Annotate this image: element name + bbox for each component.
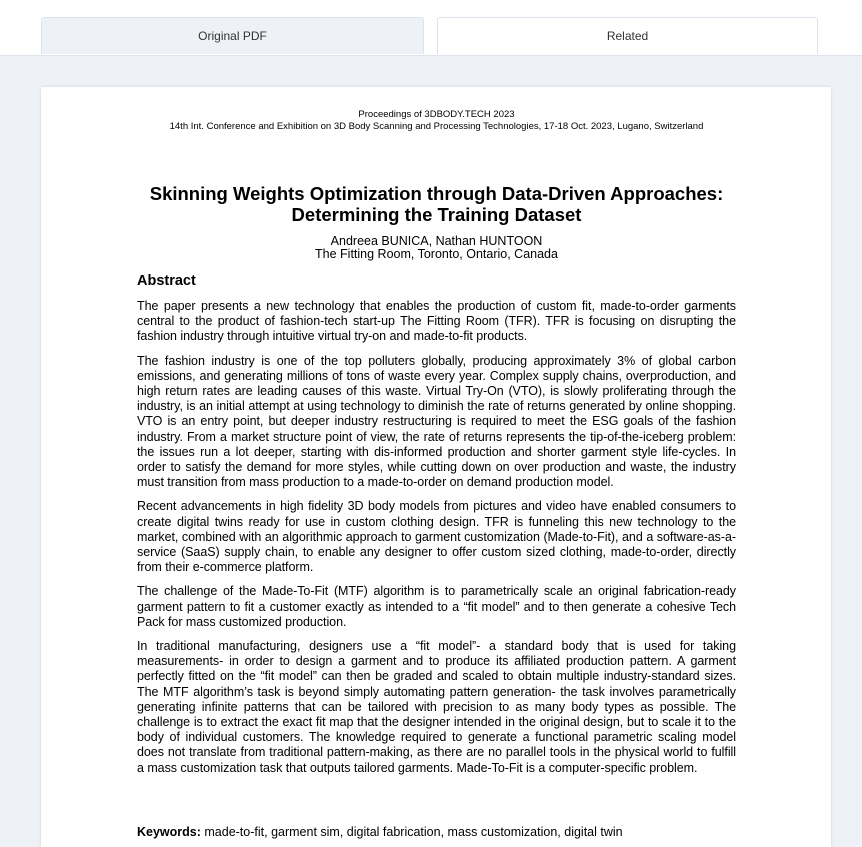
abstract-heading: Abstract — [137, 273, 196, 289]
abstract-paragraph: The fashion industry is one of the top polluters globally, producing approximately 3% of global carbon emissions, and generating millions of tons of waste every year. Complex supply chains, overproduction, and high return rates are leading causes of this waste. Virtual Try-On (VTO), is slowly proliferating through the industry, is an initial attempt at using technology to diminish the rate of returns generated by online shopping. VTO is an entry point, but deeper industry restructuring is required to meet the ESG goals of the fashion industry. From a market structure point of view, the rate of returns represents the tip-of-the-iceberg problem: the issues run a lot deeper, starting with dis-informed production and shorter garment style life-cycles. In order to satisfy the demand for more styles, while cutting down on over production and waste, the industry must transition from mass production to a made-to-order on demand production model. — [137, 353, 736, 490]
paper-title-line2: Determining the Training Dataset — [291, 204, 582, 225]
authors: Andreea BUNICA, Nathan HUNTOON — [330, 234, 543, 248]
paper-title — [137, 183, 736, 225]
affiliation: The Fitting Room, Toronto, Ontario, Canada — [315, 247, 558, 261]
proceedings-header: Proceedings of 3DBODY.TECH 2023 — [358, 109, 515, 120]
abstract-body — [137, 299, 736, 785]
conference-header: 14th Int. Conference and Exhibition on 3D Body Scanning and Processing Technologies, 17-18 Oct. 2023, Lugano, Switzerland — [169, 121, 704, 132]
keywords-line — [137, 825, 623, 840]
tab-related[interactable] — [437, 17, 818, 54]
keywords-label: Keywords: — [137, 825, 201, 839]
abstract-paragraph: Recent advancements in high fidelity 3D body models from pictures and video have enabled consumers to create digital twins ready for use in custom clothing design. TFR is funneling this new technology to the market, combined with an algorithmic approach to garment customization (Made-to-Fit), and a software-as-a-service (SaaS) supply chain, to enable any designer to offer custom sized clothing, made-to-order, directly from their e-commerce platform. — [137, 499, 736, 575]
abstract-paragraph: The paper presents a new technology that enables the production of custom fit, made-to-order garments central to the product of fashion-tech start-up The Fitting Room (TFR). TFR is focusing on disrupting the fashion industry through intuitive virtual try-on and made-to-fit products. — [137, 299, 736, 344]
top-bar — [0, 0, 862, 56]
abstract-paragraph: The challenge of the Made-To-Fit (MTF) algorithm is to parametrically scale an original fabrication-ready garment pattern to fit a customer exactly as intended to a “fit model” and to then generate a cohesive Tech Pack for mass customized production. — [137, 584, 736, 629]
paper-title-line1: Skinning Weights Optimization through Data-Driven Approaches: — [149, 183, 724, 204]
abstract-paragraph: In traditional manufacturing, designers use a “fit model”- a standard body that is used for taking measurements- in order to design a garment and to produce its affiliated production pattern. A garment perfectly fitted on the “fit model” can then be graded and scaled to obtain multiple industry-standard sizes. The MTF algorithm’s task is beyond simply automating pattern generation- the task involves parametrically generating infinite patterns that can be tailored with precision to as many body types as possible. The challenge is to extract the exact fit map that the designer intended in the original design, but to scale it to the body of individual customers. The knowledge required to generate a functional parametric scaling model does not translate from traditional pattern-making, as there are no parallel tools in the physical world to fulfill a mass customization task that outputs tailored garments. Made-To-Fit is a computer-specific problem. — [137, 639, 736, 775]
pdf-page — [41, 87, 831, 847]
tab-related-label: Related — [606, 29, 649, 43]
tab-original-pdf-label: Original PDF — [198, 29, 267, 43]
tab-original-pdf[interactable] — [41, 17, 424, 54]
keywords-text: made-to-fit, garment sim, digital fabrication, mass customization, digital twin — [200, 825, 623, 839]
